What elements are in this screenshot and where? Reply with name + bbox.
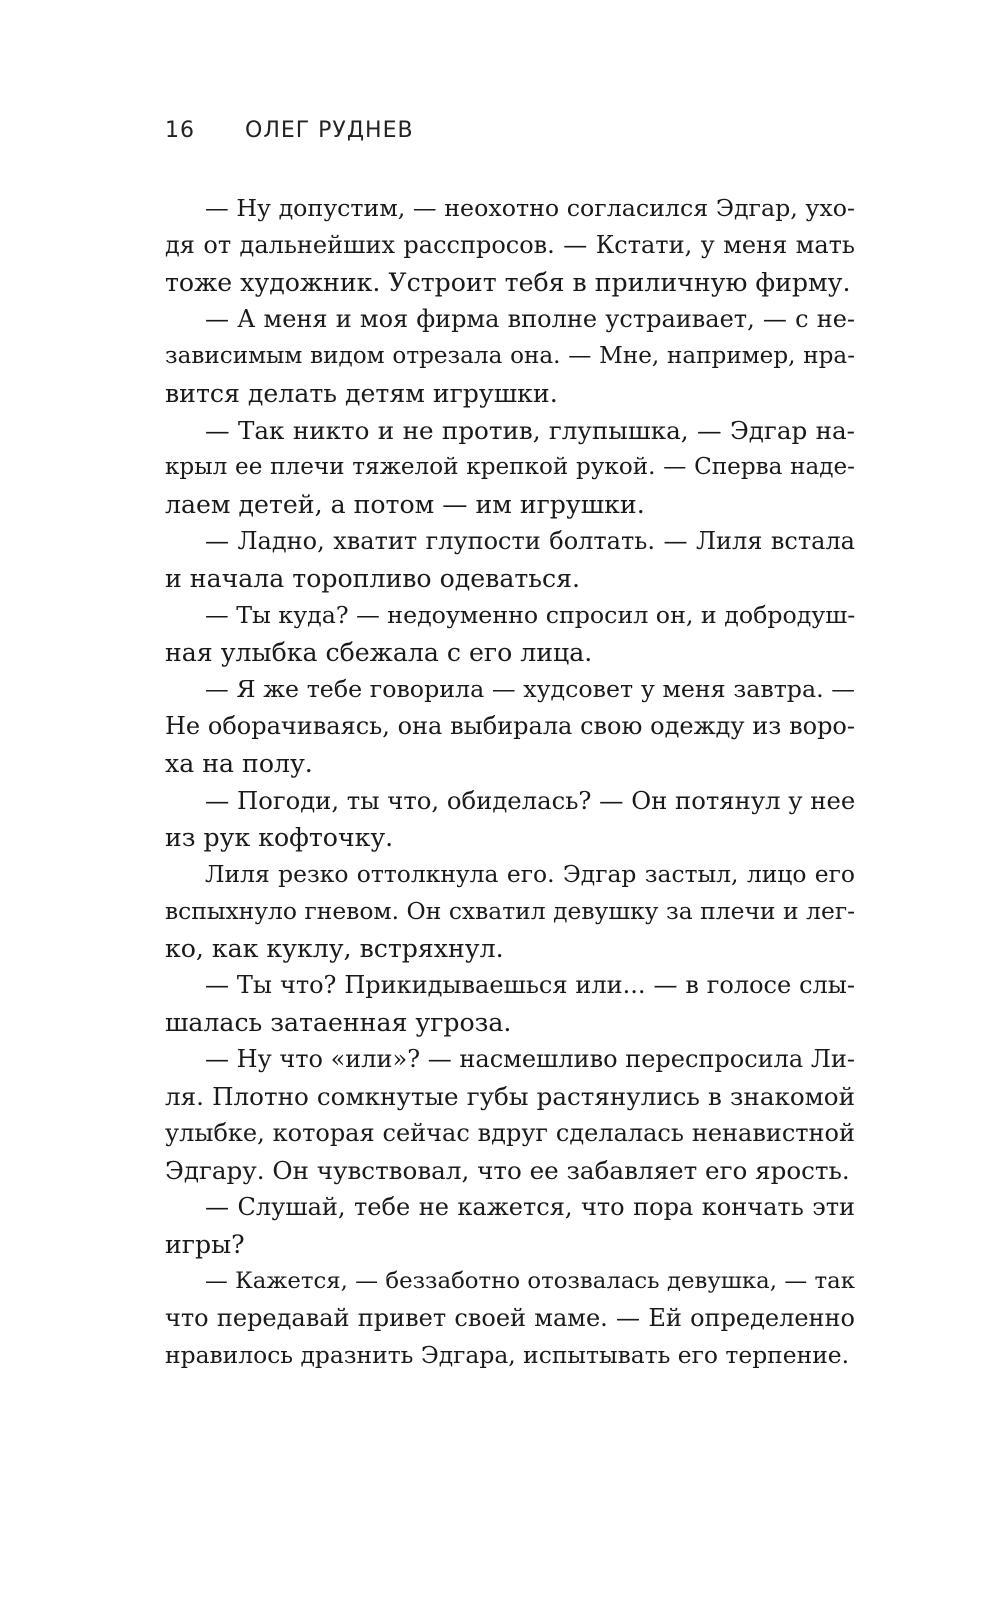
text-line: игры? xyxy=(165,1230,245,1259)
text-line: улыбке, которая сейчас вдруг сделалась ненавистной xyxy=(165,1119,855,1147)
text-line: Не оборачиваясь, она выбирала свою одежду из воро- xyxy=(165,712,855,740)
text-line: — Погоди, ты что, обиделась? — Он потянул у нее xyxy=(205,786,855,815)
text-line: Лиля резко оттолкнула его. Эдгар застыл, лицо его xyxy=(205,860,855,888)
text-line: что передавай привет своей маме. — Ей определенно xyxy=(165,1304,855,1332)
text-body xyxy=(165,190,855,1374)
running-head-author: ОЛЕГ РУДНЕВ xyxy=(245,118,414,143)
text-line: ля. Плотно сомкнутые губы растянулись в знакомой xyxy=(165,1082,855,1111)
text-line: тоже художник. Устроит тебя в приличную фирму. xyxy=(165,268,851,297)
page-number: 16 xyxy=(165,118,195,143)
text-line: крыл ее плечи тяжелой крепкой рукой. — Сперва наде- xyxy=(165,454,855,480)
text-line: — Ну допустим, — неохотно согласился Эдгар, ухо- xyxy=(205,194,855,222)
text-line: — Кажется, — беззаботно отозвалась девушка, — так xyxy=(205,1268,855,1294)
text-line: и начала торопливо одеваться. xyxy=(165,564,581,593)
text-line: ха на полу. xyxy=(165,749,313,778)
page-header xyxy=(165,118,414,143)
text-line: ная улыбка сбежала с его лица. xyxy=(165,638,593,667)
text-line: вспыхнуло гневом. Он схватил девушку за плечи и лег- xyxy=(165,897,855,925)
text-line: Эдгару. Он чувствовал, что ее забавляет его ярость. xyxy=(165,1156,850,1185)
text-line: лаем детей, а потом — им игрушки. xyxy=(165,490,645,519)
text-line: — А меня и моя фирма вполне устраивает, — с не- xyxy=(205,305,855,333)
text-line: зависимым видом отрезала она. — Мне, например, нра- xyxy=(165,343,855,369)
text-line: нравилось дразнить Эдгара, испытывать его терпение. xyxy=(165,1341,850,1369)
text-line: вится делать детям игрушки. xyxy=(165,379,558,408)
text-line: — Ну что «или»? — насмешливо переспросила Ли- xyxy=(205,1045,855,1073)
text-line: — Ты что? Прикидываешься или... — в голосе слы- xyxy=(205,971,855,999)
text-line: ко, как куклу, встряхнул. xyxy=(165,934,504,963)
text-line: — Ладно, хватит глупости болтать. — Лиля встала xyxy=(205,527,855,555)
text-line: — Я же тебе говорила — худсовет у меня завтра. — xyxy=(205,675,855,703)
text-line: из рук кофточку. xyxy=(165,823,394,852)
text-line: — Так никто и не против, глупышка, — Эдгар на- xyxy=(205,416,855,445)
text-line: — Ты куда? — недоуменно спросил он, и добродуш- xyxy=(205,601,855,629)
text-line: шалась затаенная угроза. xyxy=(165,1008,512,1037)
text-line: — Слушай, тебе не кажется, что пора кончать эти xyxy=(205,1193,855,1221)
text-line: дя от дальнейших расспросов. — Кстати, у меня мать xyxy=(165,231,855,259)
